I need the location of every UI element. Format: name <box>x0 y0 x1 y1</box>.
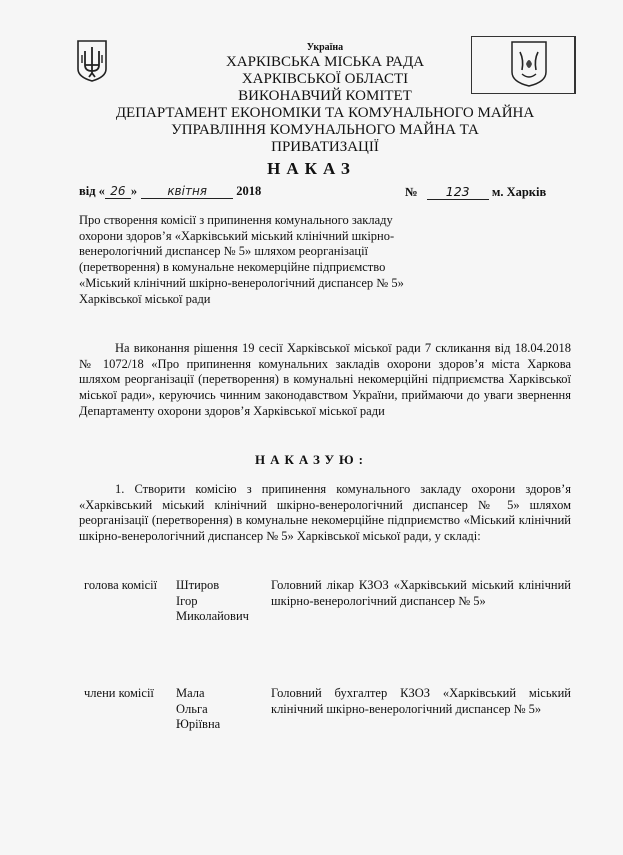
number-value: 123 <box>427 184 489 200</box>
member-role: голова комісії <box>84 578 158 592</box>
member-position: Головний бухгалтер КЗОЗ «Харківський міський клінічний шкірно-венерологічний диспансер № 5» <box>271 686 571 716</box>
order-preamble: На виконання рішення 19 сесії Харківської міської ради 7 скликання від 18.04.2018 № 1072/18 «Про припинення комунальних закладів охорони здоров’я міста Харкова шляхом реорганізації (перетворення) в комунальні некомерційні підприємства Харківської міської ради», керуючись чинним законодавством України, приймаючи до уваги звернення Департаменту охорони здоров’я Харківської міської ради <box>79 341 571 418</box>
date-year: 2018 <box>236 184 262 198</box>
member-name <box>176 578 271 625</box>
country-label: Україна <box>306 42 344 53</box>
member-name <box>176 686 271 733</box>
order-number <box>405 184 546 200</box>
letterhead-line: ХАРКІВСЬКОЇ ОБЛАСТІ <box>241 71 409 87</box>
date-prefix: від « <box>79 184 105 198</box>
letterhead-line: ХАРКІВСЬКА МІСЬКА РАДА <box>225 54 425 70</box>
number-prefix: № <box>405 185 418 199</box>
member-surname: Мала <box>176 686 205 700</box>
document-title: НАКАЗ <box>267 159 356 178</box>
order-heading: НАКАЗУЮ: <box>254 452 369 467</box>
order-subject: Про створення комісії з припинення комунального закладу охорони здоров’я «Харківський міський клінічний шкірно-венерологічний диспансер № 5» шляхом реорганізації (перетворення) в комунальне некомерційне підприємство «Міський клінічний шкірно-венерологічний диспансер № 5» Харківської міської ради <box>79 213 404 306</box>
letterhead <box>90 42 560 156</box>
member-patronymic: Миколайович <box>176 609 249 623</box>
letterhead-line: ДЕПАРТАМЕНТ ЕКОНОМІКИ ТА КОМУНАЛЬНОГО МАЙНА <box>115 105 535 121</box>
order-date <box>79 184 261 199</box>
letterhead-line: УПРАВЛІННЯ КОМУНАЛЬНОГО МАЙНА ТА <box>171 122 479 138</box>
date-day: 26 <box>105 184 131 199</box>
member-role: члени комісії <box>84 686 154 700</box>
date-month: квітня <box>141 184 233 199</box>
member-position: Головний лікар КЗОЗ «Харківський міський клінічний шкірно-венерологічний диспансер № 5» <box>271 578 571 608</box>
member-first-name: Ігор <box>176 593 198 608</box>
letterhead-line: ПРИВАТИЗАЦІЇ <box>271 139 379 155</box>
order-item-1: 1. Створити комісію з припинення комунального закладу охорони здоров’я «Харківський міський клінічний шкірно-венерологічний диспансер № 5» шляхом реорганізації (перетворення) в комунальне некомерційне підприємство «Міський клінічний шкірно-венерологічний диспансер № 5» Харківської міської ради, у складі: <box>79 482 571 544</box>
letterhead-line: ВИКОНАВЧИЙ КОМІТЕТ <box>238 88 412 104</box>
city-label: м. Харків <box>491 185 547 199</box>
member-first-name: Ольга <box>176 701 208 716</box>
date-separator: » <box>130 184 138 198</box>
member-patronymic: Юріївна <box>176 717 221 731</box>
member-surname: Штиров <box>176 578 220 592</box>
